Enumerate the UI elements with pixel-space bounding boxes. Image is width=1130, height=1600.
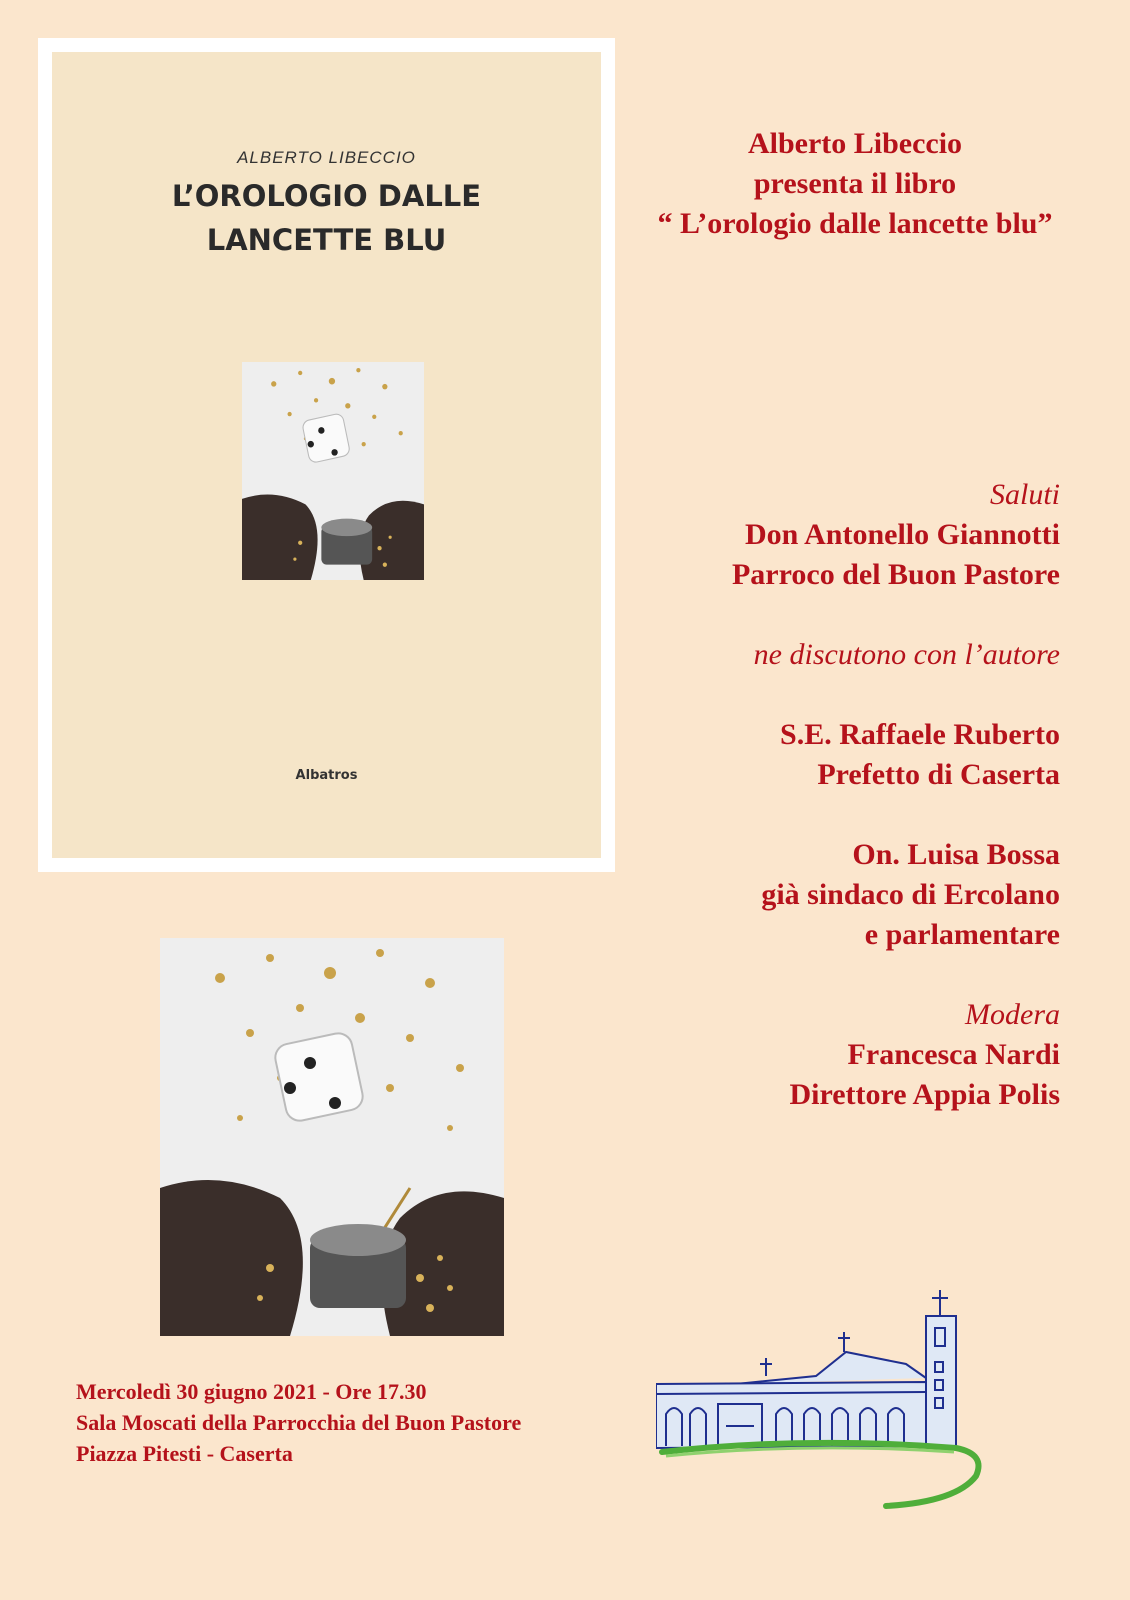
speaker-role: già sindaco di Ercolano: [761, 878, 1060, 911]
event-program: [540, 475, 1060, 1115]
event-datetime: Mercoledì 30 giugno 2021 - Ore 17.30: [76, 1379, 427, 1404]
moderator-role: Direttore Appia Polis: [789, 1078, 1060, 1111]
speaker-name: On. Luisa Bossa: [852, 838, 1060, 871]
book-cover: [52, 52, 601, 858]
speaker-role: Prefetto di Caserta: [817, 758, 1060, 791]
headline-book-title: “ L’orologio dalle lancette blu”: [657, 207, 1053, 240]
event-address: Piazza Pitesti - Caserta: [76, 1441, 293, 1466]
greeter-role: Parroco del Buon Pastore: [731, 558, 1060, 591]
moderator-label: Modera: [965, 998, 1060, 1031]
cover-title-line2: LANCETTE BLU: [206, 223, 447, 257]
greeter-name: Don Antonello Giannotti: [744, 518, 1060, 551]
event-venue: Sala Moscati della Parrocchia del Buon Pastore: [76, 1410, 522, 1435]
cover-title: [52, 174, 601, 262]
book-cover-frame: [38, 38, 615, 872]
event-details: [76, 1376, 521, 1469]
greetings-label: Saluti: [989, 478, 1060, 511]
cover-illustration: [242, 362, 424, 580]
speaker-name: S.E. Raffaele Ruberto: [780, 718, 1060, 751]
event-headline: [560, 124, 1130, 244]
church-illustration: [656, 1276, 1056, 1516]
headline-presents: presenta il libro: [753, 167, 957, 200]
headline-author: Alberto Libeccio: [747, 127, 963, 160]
moderator-name: Francesca Nardi: [847, 1038, 1060, 1071]
book-illustration-photo: [160, 938, 504, 1336]
cover-publisher: Albatros: [295, 768, 358, 783]
cover-author: ALBERTO LIBECCIO: [237, 148, 416, 167]
speaker-role: e parlamentare: [864, 918, 1060, 951]
discussion-label: ne discutono con l’autore: [753, 638, 1060, 671]
cover-title-line1: L’OROLOGIO DALLE: [171, 179, 482, 213]
